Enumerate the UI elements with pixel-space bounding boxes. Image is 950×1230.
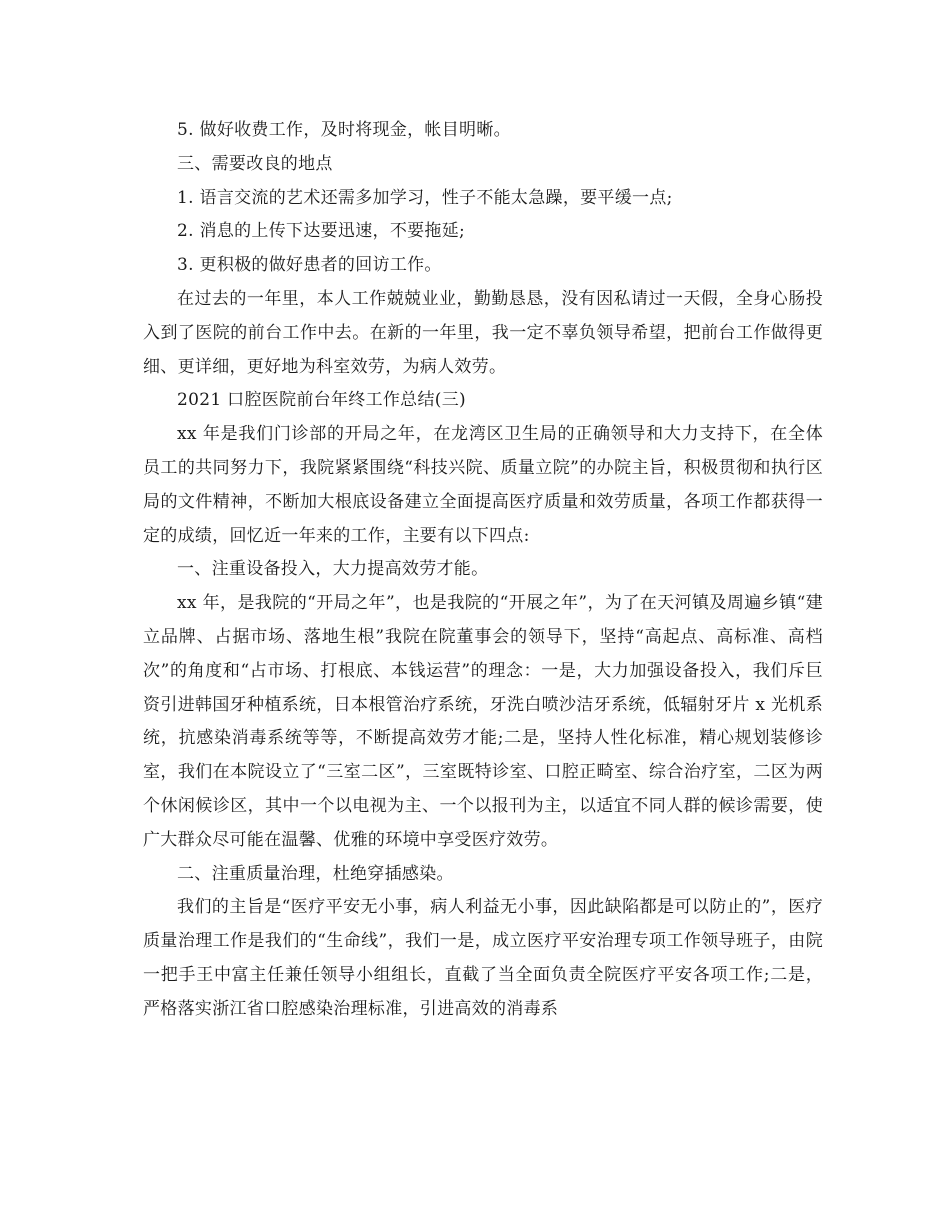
document-section-title: 2021 口腔医院前台年终工作总结(三) bbox=[177, 390, 466, 411]
section-heading-improvement: 三、需要改良的地点 bbox=[177, 153, 333, 174]
document-body bbox=[143, 114, 823, 1027]
paragraph-intro: xx 年是我们门诊部的开局之年，在龙湾区卫生局的正确领导和大力支持下，在全体员工的共同努力下，我院紧紧围绕“科技兴院、质量立院”的办院主旨，积极贯彻和执行区局的文件精神，不断加大根底设备建立全面提高医疗质量和效劳质量，各项工作都获得一定的成绩，回忆近一年来的工作，主要有以下四点: bbox=[143, 424, 823, 546]
paragraph-item-5: 5. 做好收费工作，及时将现金，帐目明晰。 bbox=[177, 120, 511, 140]
paragraph-equipment: xx 年，是我院的“开局之年”，也是我院的“开展之年”，为了在天河镇及周遍乡镇“建立品牌、占据市场、落地生根”我院在院董事会的领导下，坚持“高起点、高标准、高档次”的角度和“占市场、打根底、本钱运营”的理念：一是，大力加强设备投入，我们斥巨资引进韩国牙种植系统，日本根管治疗系统，牙洗白喷沙洁牙系统，低辐射牙片 x 光机系统，抗感染消毒系统等等，不断提高效劳才能;二是，坚持人性化标准，精心规划装修诊室，我们在本院设立了“三室二区”，三室既特诊室、口腔正畸室、综合治疗室，二区为两个休闲候诊区，其中一个以电视为主、一个以报刊为主，以适宜不同人群的候诊需要，使广大群众尽可能在温馨、优雅的环境中享受医疗效劳。 bbox=[143, 593, 823, 850]
paragraph-summary: 在过去的一年里，本人工作兢兢业业，勤勤恳恳，没有因私请过一天假，全身心肠投入到了医院的前台工作中去。在新的一年里，我一定不辜负领导希望，把前台工作做得更细、更详细，更好地为科室效劳，为病人效劳。 bbox=[143, 288, 823, 377]
paragraph-improvement-1: 1. 语言交流的艺术还需多加学习，性子不能太急躁，要平缓一点; bbox=[177, 187, 673, 208]
paragraph-quality: 我们的主旨是“医疗平安无小事，病人利益无小事，因此缺陷都是可以防止的”，医疗质量治理工作是我们的“生命线”，我们一是，成立医疗平安治理专项工作领导班子，由院一把手王中富主任兼任领导小组组长，直截了当全面负责全院医疗平安各项工作;二是，严格落实浙江省口腔感染治理标准，引进高效的消毒系 bbox=[143, 897, 823, 1019]
section-heading-quality: 二、注重质量治理，杜绝穿插感染。 bbox=[177, 863, 454, 884]
paragraph-improvement-3: 3. 更积极的做好患者的回访工作。 bbox=[177, 255, 442, 276]
paragraph-improvement-2: 2. 消息的上传下达要迅速，不要拖延; bbox=[177, 221, 466, 242]
section-heading-equipment: 一、注重设备投入，大力提高效劳才能。 bbox=[177, 559, 489, 580]
